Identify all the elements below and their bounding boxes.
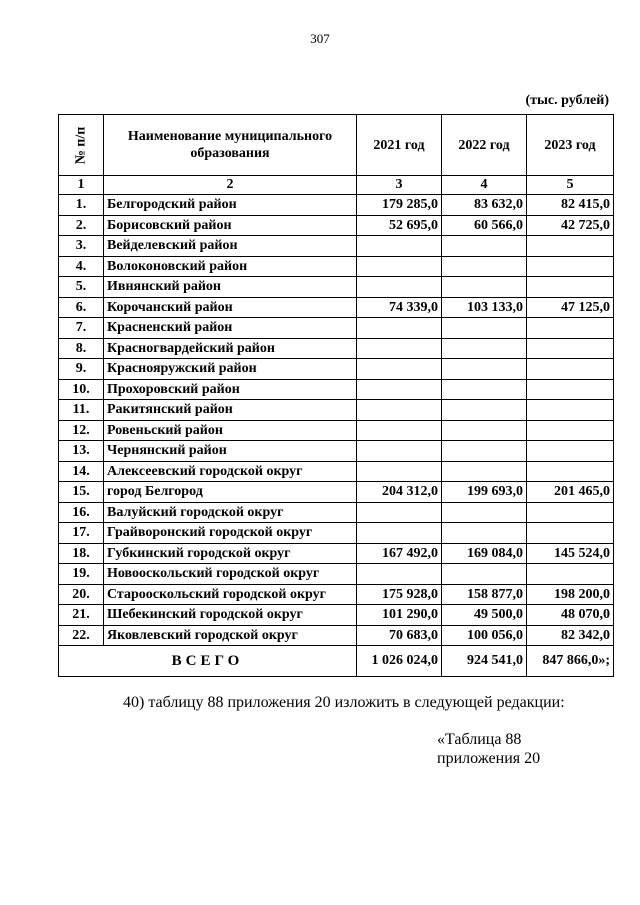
table-row (59, 625, 614, 646)
municipality-name: Красненский район (104, 318, 357, 339)
total-2022: 924 541,0 (442, 646, 527, 677)
value-2021 (357, 256, 442, 277)
table-row (59, 318, 614, 339)
municipality-name: Яковлевский городской округ (104, 625, 357, 646)
caption-line-2: приложения 20 (437, 750, 541, 767)
row-number: 10. (59, 379, 104, 400)
table-row (59, 256, 614, 277)
municipality-name: Новооскольский городской округ (104, 564, 357, 585)
caption-line-1: «Таблица 88 (437, 731, 522, 748)
total-label: ВСЕГО (59, 646, 357, 677)
municipality-name: Алексеевский городской округ (104, 461, 357, 482)
municipality-name: Губкинский городской округ (104, 543, 357, 564)
value-2021 (357, 502, 442, 523)
header-2021: 2021 год (357, 115, 442, 176)
table-row (59, 195, 614, 216)
municipality-name: Белгородский район (104, 195, 357, 216)
row-number: 13. (59, 441, 104, 462)
value-2022: 169 084,0 (442, 543, 527, 564)
column-number: 1 (59, 176, 104, 195)
table-row (59, 400, 614, 421)
value-2022 (442, 564, 527, 585)
total-2023: 847 866,0»; (527, 646, 614, 677)
value-2023: 82 342,0 (527, 625, 614, 646)
instruction-text: 40) таблицу 88 приложения 20 изложить в следующей редакции: (123, 694, 565, 711)
municipality-name: Валуйский городской округ (104, 502, 357, 523)
value-2021 (357, 359, 442, 380)
value-2022: 83 632,0 (442, 195, 527, 216)
value-2021 (357, 420, 442, 441)
table-row (59, 523, 614, 544)
municipality-name: Борисовский район (104, 215, 357, 236)
column-number: 4 (442, 176, 527, 195)
column-number-row (59, 176, 614, 195)
row-number: 4. (59, 256, 104, 277)
municipality-name: Краснояружский район (104, 359, 357, 380)
value-2023: 201 465,0 (527, 482, 614, 503)
value-2021: 52 695,0 (357, 215, 442, 236)
municipality-name: Вейделевский район (104, 236, 357, 257)
header-2023: 2023 год (527, 115, 614, 176)
value-2023: 145 524,0 (527, 543, 614, 564)
value-2022: 60 566,0 (442, 215, 527, 236)
column-number: 2 (104, 176, 357, 195)
table-row (59, 420, 614, 441)
value-2021: 175 928,0 (357, 584, 442, 605)
column-number: 5 (527, 176, 614, 195)
value-2023: 198 200,0 (527, 584, 614, 605)
table-row (59, 359, 614, 380)
header-number-label: № п/п (73, 126, 89, 164)
value-2021 (357, 236, 442, 257)
value-2023 (527, 318, 614, 339)
value-2022: 49 500,0 (442, 605, 527, 626)
table-header-row (59, 115, 614, 176)
value-2022 (442, 400, 527, 421)
value-2022 (442, 523, 527, 544)
municipality-name: город Белгород (104, 482, 357, 503)
value-2023 (527, 359, 614, 380)
value-2021: 74 339,0 (357, 297, 442, 318)
row-number: 3. (59, 236, 104, 257)
value-2023: 82 415,0 (527, 195, 614, 216)
table-row (59, 441, 614, 462)
value-2022 (442, 359, 527, 380)
municipality-name: Ровеньский район (104, 420, 357, 441)
value-2023 (527, 277, 614, 298)
budget-table (58, 114, 614, 677)
value-2022 (442, 502, 527, 523)
row-number: 14. (59, 461, 104, 482)
table-row (59, 502, 614, 523)
table-row (59, 564, 614, 585)
value-2021 (357, 441, 442, 462)
row-number: 15. (59, 482, 104, 503)
row-number: 18. (59, 543, 104, 564)
total-row (59, 646, 614, 677)
value-2023 (527, 502, 614, 523)
value-2023 (527, 564, 614, 585)
value-2023: 47 125,0 (527, 297, 614, 318)
value-2023 (527, 236, 614, 257)
value-2021: 101 290,0 (357, 605, 442, 626)
value-2023 (527, 338, 614, 359)
table-row (59, 236, 614, 257)
municipality-name: Волоконовский район (104, 256, 357, 277)
municipality-name: Ракитянский район (104, 400, 357, 421)
column-number: 3 (357, 176, 442, 195)
page-number: 307 (310, 31, 330, 46)
value-2022 (442, 379, 527, 400)
value-2022 (442, 461, 527, 482)
table-row (59, 482, 614, 503)
value-2022: 199 693,0 (442, 482, 527, 503)
value-2021: 70 683,0 (357, 625, 442, 646)
table-caption (437, 730, 540, 768)
value-2023 (527, 441, 614, 462)
value-2023: 48 070,0 (527, 605, 614, 626)
value-2023 (527, 523, 614, 544)
table-row (59, 543, 614, 564)
municipality-name: Красногвардейский район (104, 338, 357, 359)
table-row (59, 215, 614, 236)
value-2021 (357, 461, 442, 482)
row-number: 1. (59, 195, 104, 216)
municipality-name: Чернянский район (104, 441, 357, 462)
municipality-name: Шебекинский городской округ (104, 605, 357, 626)
row-number: 21. (59, 605, 104, 626)
value-2021 (357, 400, 442, 421)
municipality-name: Ивнянский район (104, 277, 357, 298)
value-2021: 179 285,0 (357, 195, 442, 216)
row-number: 16. (59, 502, 104, 523)
row-number: 9. (59, 359, 104, 380)
value-2022 (442, 318, 527, 339)
value-2022: 158 877,0 (442, 584, 527, 605)
value-2022 (442, 277, 527, 298)
header-number (59, 115, 104, 176)
header-2022: 2022 год (442, 115, 527, 176)
row-number: 5. (59, 277, 104, 298)
row-number: 11. (59, 400, 104, 421)
value-2022: 103 133,0 (442, 297, 527, 318)
value-2023 (527, 379, 614, 400)
row-number: 22. (59, 625, 104, 646)
value-2022 (442, 441, 527, 462)
row-number: 20. (59, 584, 104, 605)
total-2021: 1 026 024,0 (357, 646, 442, 677)
value-2023: 42 725,0 (527, 215, 614, 236)
value-2021 (357, 564, 442, 585)
header-name: Наименование муниципального образования (104, 115, 357, 176)
value-2023 (527, 461, 614, 482)
units-label: (тыс. рублей) (525, 93, 609, 108)
table-row (59, 379, 614, 400)
row-number: 7. (59, 318, 104, 339)
value-2021 (357, 379, 442, 400)
value-2022 (442, 236, 527, 257)
value-2021 (357, 277, 442, 298)
row-number: 12. (59, 420, 104, 441)
value-2021: 204 312,0 (357, 482, 442, 503)
value-2022 (442, 256, 527, 277)
row-number: 17. (59, 523, 104, 544)
table-row (59, 338, 614, 359)
value-2021 (357, 318, 442, 339)
municipality-name: Старооскольский городской округ (104, 584, 357, 605)
row-number: 8. (59, 338, 104, 359)
municipality-name: Грайворонский городской округ (104, 523, 357, 544)
value-2022 (442, 420, 527, 441)
row-number: 6. (59, 297, 104, 318)
table-row (59, 605, 614, 626)
value-2023 (527, 400, 614, 421)
table-row (59, 277, 614, 298)
row-number: 2. (59, 215, 104, 236)
value-2022 (442, 338, 527, 359)
value-2022: 100 056,0 (442, 625, 527, 646)
municipality-name: Корочанский район (104, 297, 357, 318)
value-2021 (357, 338, 442, 359)
value-2021 (357, 523, 442, 544)
table-row (59, 297, 614, 318)
value-2023 (527, 420, 614, 441)
value-2021: 167 492,0 (357, 543, 442, 564)
row-number: 19. (59, 564, 104, 585)
table-row (59, 584, 614, 605)
table-row (59, 461, 614, 482)
value-2023 (527, 256, 614, 277)
municipality-name: Прохоровский район (104, 379, 357, 400)
